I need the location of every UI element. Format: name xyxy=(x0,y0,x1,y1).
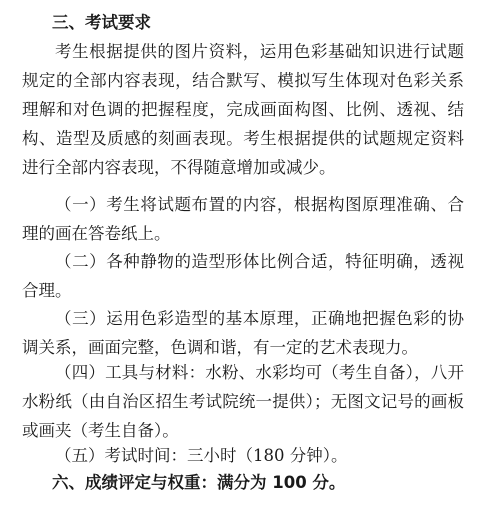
paragraph-general-requirements: 考生根据提供的图片资料，运用色彩基础知识进行试题规定的全部内容表现，结合默写、模拟写生体现对色彩关系理解和对色调的把握程度，完成画面构图、比例、透视、结构、造型及质感的刻画表现。考生根据提供的试题规定资料进行全部内容表现，不得随意增加或减少。 xyxy=(22,42,464,177)
paragraph-item-5-time: （五）考试时间：三小时（180 分钟）。 xyxy=(55,446,348,465)
paragraph-item-4-tools: （四）工具与材料：水粉、水彩均可（考生自备），八开水粉纸（由自治区招生考试院统一提供）；无图文记号的画板或画夹（考生自备）。 xyxy=(22,363,464,440)
section-heading-scoring: 六、成绩评定与权重：满分为 100 分。 xyxy=(52,473,346,492)
paragraph-item-1-composition: （一）考生将试题布置的内容，根据构图原理准确、合理的画在答卷纸上。 xyxy=(22,195,464,243)
section-heading-exam-requirements: 三、考试要求 xyxy=(52,13,151,32)
paragraph-item-3-color: （三）运用色彩造型的基本原理，正确地把握色彩的协调关系，画面完整，色调和谐，有一定的艺术表现力。 xyxy=(22,309,464,357)
paragraph-item-2-proportion: （二）各种静物的造型形体比例合适，特征明确，透视合理。 xyxy=(22,252,464,300)
